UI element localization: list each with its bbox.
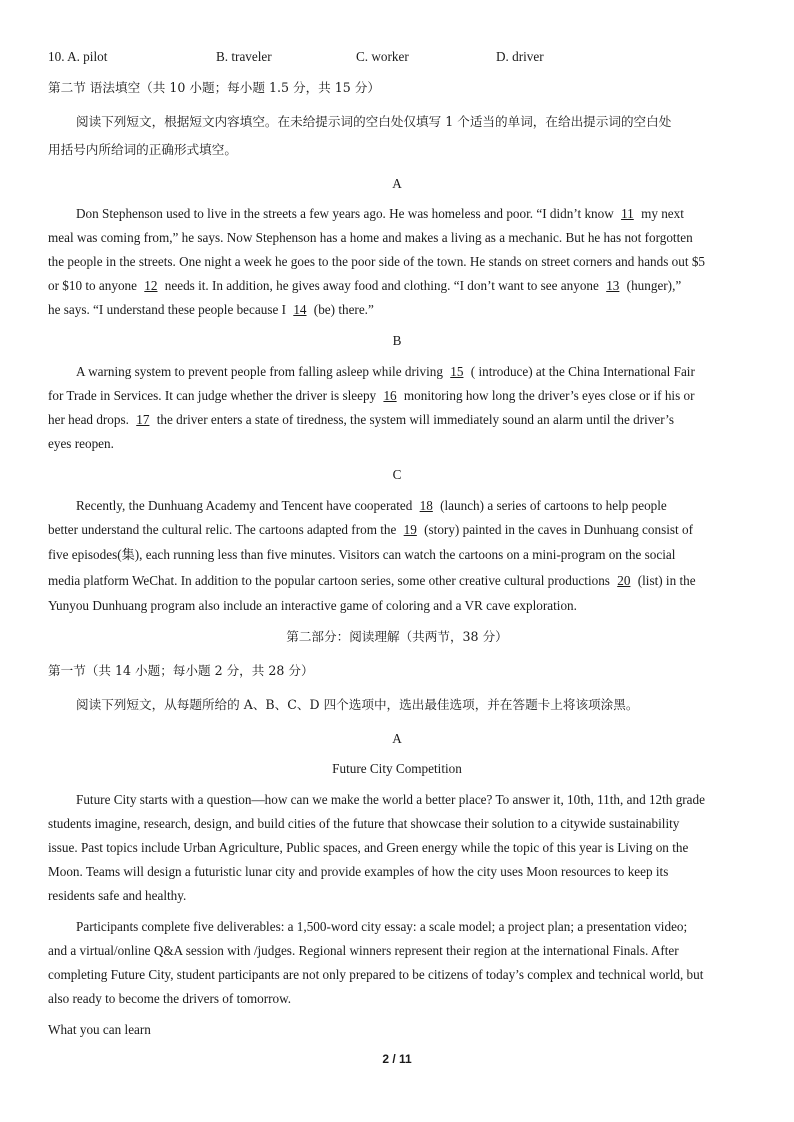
passage-a-line1 — [76, 206, 684, 222]
reading-a-p1-line4: Moon. Teams will design a futuristic lunar city and provide examples of how the city uses Moon resources to keep its — [48, 864, 669, 879]
reading-a-p1-line5: residents safe and healthy. — [48, 888, 187, 903]
blank-11: 11 — [621, 206, 634, 221]
passage-c-line1-end: (launch) a series of cartoons to help people — [440, 498, 667, 513]
passage-a-line5-end: (be) there.” — [313, 302, 374, 317]
part2-section1-heading: 第一节（共 14 小题；每小题 2 分，共 28 分） — [48, 663, 314, 678]
blank-20: 20 — [617, 573, 631, 588]
reading-a-p2-line1: Participants complete five deliverables: a 1,500-word city essay: a scale model; a project plan; a presentation video; — [76, 919, 688, 934]
q10-option-b: B. traveler — [216, 49, 272, 64]
q10-option-a-text: A. pilot — [67, 49, 108, 64]
passage-a-label: A — [392, 176, 402, 191]
passage-b-label: B — [392, 333, 402, 348]
passage-b-line1-text: A warning system to prevent people from falling asleep while driving — [76, 364, 443, 379]
passage-a-line4-end: (hunger),” — [626, 278, 682, 293]
reading-a-label: A — [392, 731, 402, 746]
passage-a-line4-text: or $10 to anyone — [48, 278, 137, 293]
blank-19: 19 — [403, 522, 417, 537]
part2-heading: 第二部分：阅读理解（共两节，38 分） — [286, 629, 508, 644]
reading-a-p1-line3: issue. Past topics include Urban Agriculture, Public spaces, and Green energy while the topic of this year is Living on the — [48, 840, 689, 855]
q10-option-c: C. worker — [356, 49, 409, 64]
passage-a-line1-end: my next — [641, 206, 684, 221]
passage-c-line3: five episodes(集), each running less than five minutes. Visitors can watch the cartoons on a mini-program on the social — [48, 547, 676, 562]
q10-option-d: D. driver — [496, 49, 544, 64]
passage-c-line4 — [48, 573, 696, 589]
reading-a-title: Future City Competition — [332, 761, 462, 776]
passage-c-line5: Yunyou Dunhuang program also include an interactive game of coloring and a VR cave exploration. — [48, 598, 577, 613]
passage-c-line2-end: (story) painted in the caves in Dunhuang consist of — [424, 522, 693, 537]
q10-number: 10. — [48, 49, 65, 64]
passage-c-line1 — [76, 498, 667, 514]
passage-c-line1-text: Recently, the Dunhuang Academy and Tencent have cooperated — [76, 498, 413, 513]
section2-heading: 第二节 语法填空（共 10 小题；每小题 1.5 分，共 15 分） — [48, 80, 380, 95]
blank-16: 16 — [383, 388, 397, 403]
reading-a-p2-line3: completing Future City, student participants are not only prepared to be citizens of today’s complex and technical world, but — [48, 967, 704, 982]
passage-b-line1 — [76, 364, 695, 380]
passage-a-line4 — [48, 278, 681, 294]
blank-13: 13 — [606, 278, 620, 293]
passage-b-line1-end: ( introduce) at the China International Fair — [470, 364, 695, 379]
passage-a-line1-text: Don Stephenson used to live in the streets a few years ago. He was homeless and poor. “I didn’t know — [76, 206, 614, 221]
passage-b-line2 — [48, 388, 695, 404]
passage-b-line3-text: her head drops. — [48, 412, 129, 427]
passage-c-line2-text: better understand the cultural relic. The cartoons adapted from the — [48, 522, 397, 537]
reading-a-p2-line2: and a virtual/online Q&A session with /judges. Regional winners represent their region at the international Finals. After — [48, 943, 679, 958]
passage-a-line2: meal was coming from,” he says. Now Stephenson has a home and makes a living as a mechanic. But he has not forgotten — [48, 230, 693, 245]
reading-a-subheading: What you can learn — [48, 1022, 151, 1037]
passage-a-line5-text: he says. “I understand these people because I — [48, 302, 287, 317]
blank-14: 14 — [293, 302, 307, 317]
passage-c-line4-text: media platform WeChat. In addition to the popular cartoon series, some other creative cultural productions — [48, 573, 610, 588]
blank-18: 18 — [419, 498, 433, 513]
blank-15: 15 — [450, 364, 464, 379]
reading-a-p1-line1: Future City starts with a question—how can we make the world a better place? To answer it, 10th, 11th, and 12th grade — [76, 792, 705, 807]
blank-17: 17 — [136, 412, 150, 427]
passage-b-line4: eyes reopen. — [48, 436, 114, 451]
passage-a-line3: the people in the streets. One night a week he goes to the poor side of the town. He stands on street corners and hands out $5 — [48, 254, 706, 269]
blank-12: 12 — [144, 278, 158, 293]
passage-c-label: C — [392, 467, 402, 482]
passage-b-line3-end: the driver enters a state of tiredness, the system will immediately sound an alarm until the driver’s — [156, 412, 674, 427]
page-number: 2 / 11 — [382, 1052, 412, 1066]
q10-option-a — [48, 49, 107, 65]
passage-b-line2-text: for Trade in Services. It can judge whether the driver is sleepy — [48, 388, 377, 403]
passage-b-line3 — [48, 412, 674, 428]
passage-c-line2 — [48, 522, 693, 538]
section2-instructions-line2: 用括号内所给词的正确形式填空。 — [48, 142, 237, 157]
passage-a-line5 — [48, 302, 374, 318]
reading-a-p1-line2: students imagine, research, design, and build cities of the future that showcase their solution to a citywide sustainability — [48, 816, 680, 831]
part2-instructions: 阅读下列短文，从每题所给的 A、B、C、D 四个选项中，选出最佳选项，并在答题卡上将该项涂黑。 — [76, 697, 639, 712]
section2-instructions-line1: 阅读下列短文，根据短文内容填空。在未给提示词的空白处仅填写 1 个适当的单词，在给出提示词的空白处 — [76, 114, 672, 129]
reading-a-p2-line4: also ready to become the drivers of tomorrow. — [48, 991, 292, 1006]
passage-b-line2-end: monitoring how long the driver’s eyes close or if his or — [403, 388, 695, 403]
passage-c-line4-end: (list) in the — [637, 573, 696, 588]
passage-a-line4-mid: needs it. In addition, he gives away food and clothing. “I don’t want to see anyone — [164, 278, 599, 293]
